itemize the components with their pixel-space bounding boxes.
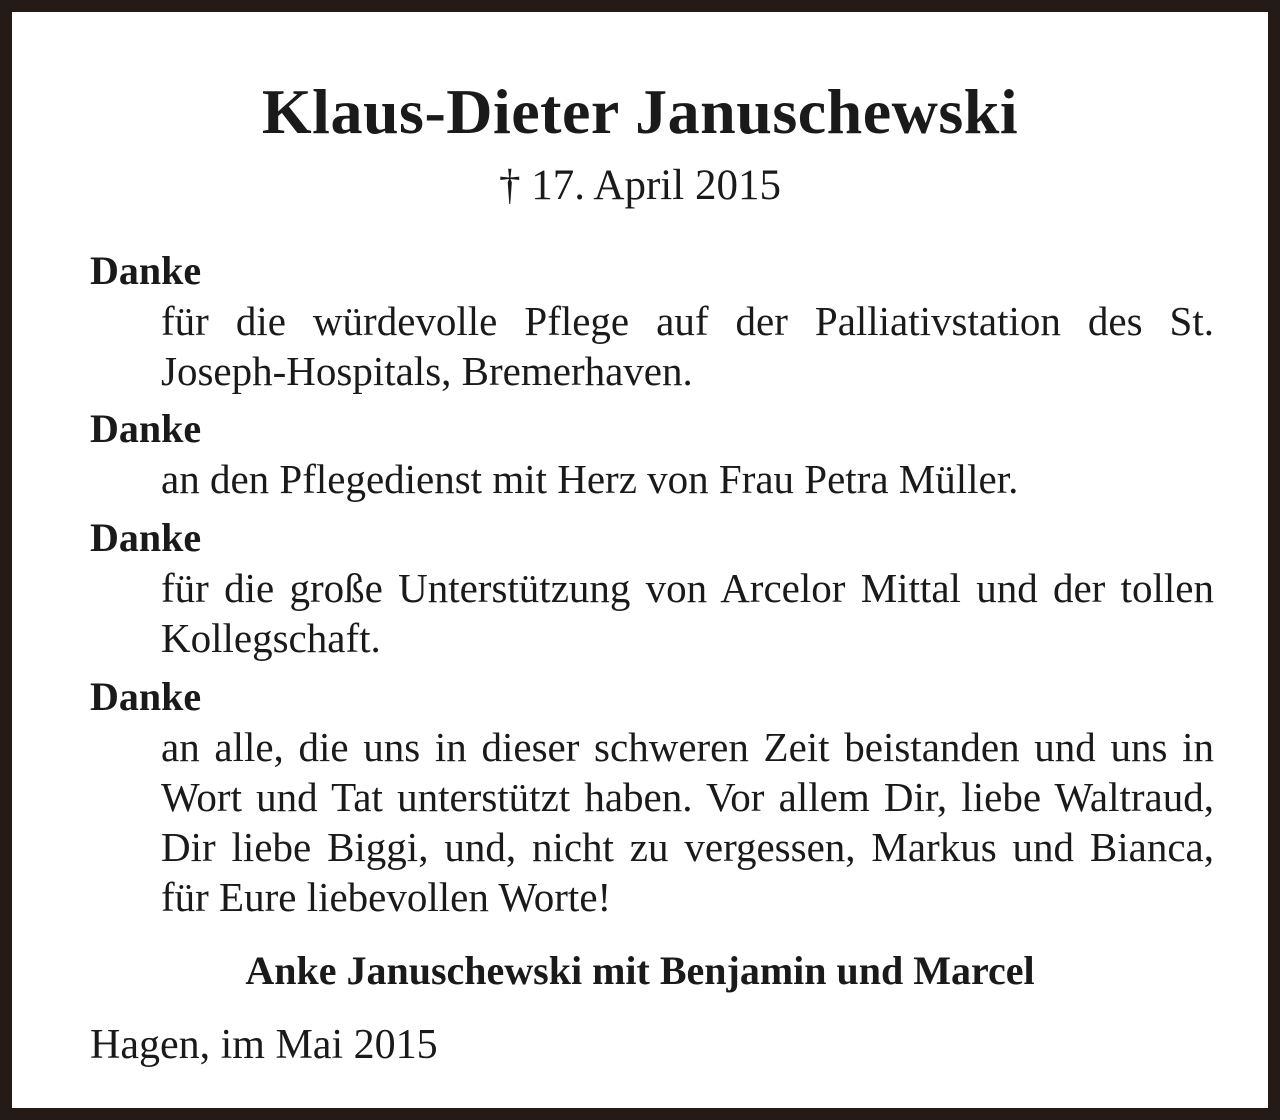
thanks-heading: Danke bbox=[90, 515, 202, 560]
signers: Anke Januschewski mit Benjamin und Marcel bbox=[245, 948, 1035, 993]
place-date: Hagen, im Mai 2015 bbox=[90, 1022, 438, 1068]
thanks-section-3 bbox=[90, 513, 1214, 663]
thanks-section-2 bbox=[90, 404, 1214, 504]
thanks-section-4 bbox=[90, 672, 1214, 922]
thanks-heading: Danke bbox=[90, 248, 202, 293]
thanks-text: an alle, die uns in dieser schweren Zeit beistanden und uns in Wort und Tat unterstützt haben. Vor allem Dir, liebe Waltraud, Dir liebe Biggi, und, nicht zu vergessen, Markus und Bianca, für Eure liebevollen Worte! bbox=[161, 724, 1214, 920]
thanks-text: für die große Unterstützung von Arcelor Mittal und der tollen Kollegschaft. bbox=[161, 565, 1214, 661]
deceased-name: Klaus-Dieter Januschewski bbox=[261, 76, 1019, 147]
thanks-text: für die würdevolle Pflege auf der Palliativstation des St. Joseph-Hospitals, Bremerhaven. bbox=[161, 298, 1214, 394]
thanks-text: an den Pflegedienst mit Herz von Frau Petra Müller. bbox=[161, 456, 1019, 502]
death-date: † 17. April 2015 bbox=[499, 162, 781, 209]
thanks-heading: Danke bbox=[90, 406, 202, 451]
thanks-section-1 bbox=[90, 246, 1214, 396]
thanks-heading: Danke bbox=[90, 674, 202, 719]
